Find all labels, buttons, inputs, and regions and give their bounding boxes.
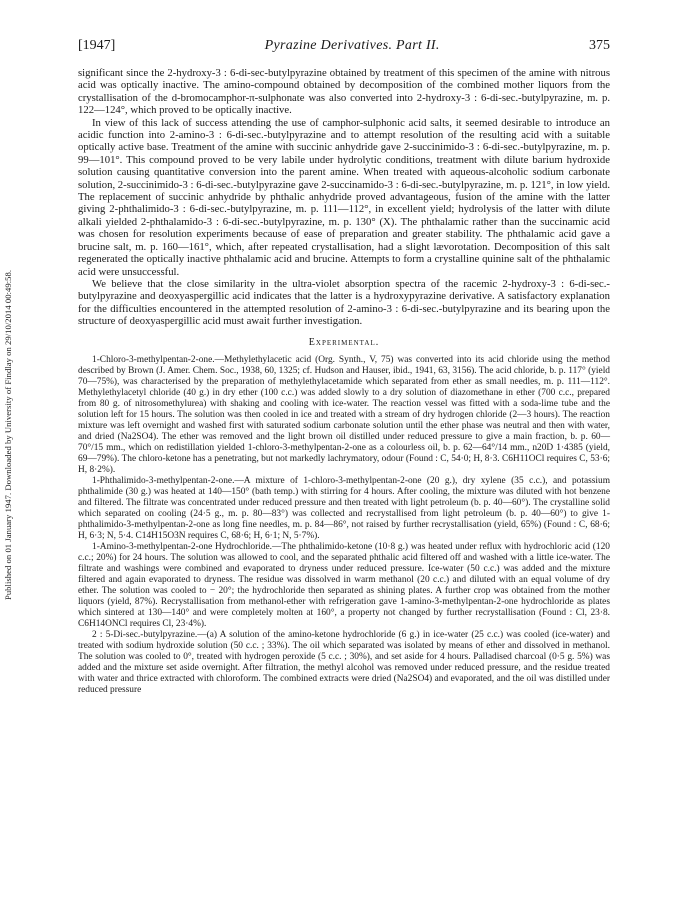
download-watermark-text: Published on 01 January 1947. Downloaded by University of Findlay on 29/10/2014 00:49:58. [3,269,13,600]
experimental-paragraph-dibutylpyrazine: 2 : 5-Di-sec.-butylpyrazine.—(a) A solution of the amino-ketone hydrochloride (6 g.) in ice-water (25 c.c.) was cooled (ice-water) and treated with sodium hydroxide solution (50 c.c. ; 33%). The oil which separated was isolated by means of ether and dissolved in methanol. The solution was cooled to 0°, treated with hydrogen peroxide (5 c.c. ; 30%), and set aside for 4 hours. Palladised charcoal (0·5 g. 5%) was added and the mixture set aside overnight. After filtration, the methyl alcohol was removed under reduced pressure, and the residue treated with water and thrice extracted with chloroform. The combined extracts were dried (Na2SO4) and evaporated, and the oil was distilled under reduced pressure [78,629,610,695]
experimental-paragraph-phthalimido: 1-Phthalimido-3-methylpentan-2-one.—A mixture of 1-chloro-3-methylpentan-2-one (20 g.), dry xylene (35 c.c.), and potassium phthalimide (30 g.) was heated at 140—150° (bath temp.) with stirring for 4 hours. After cooling, the mixture was diluted with hot benzene and filtered. The filtrate was concentrated under reduced pressure and then treated with light petroleum (b. p. 40—60°). The crystalline solid which separated on cooling (24·5 g., m. p. 80—83°) was collected and recrystallised from light petroleum (b. p. 40—60°) to give 1-phthalimido-3-methylpentan-2-one as long fine needles, m. p. 84—86°, not raised by further recrystallisation (yield, 65%) (Found : C, 68·6; H, 6·3; N, 5·4. C14H15O3N requires C, 68·6; H, 6·1; N, 5·7%). [78,475,610,541]
article-body [78,67,610,696]
paragraph-1: significant since the 2-hydroxy-3 : 6-di-sec-butylpyrazine obtained by treatment of this specimen of the amine with nitrous acid was optically inactive. The amino-compound obtained by decomposition of the combined mother liquors from the crystallisation of the d-bromocamphor-π-sulphonate was also converted into 2-hydroxy-3 : 6-di-sec.-butylpyrazine, m. p. 122—124°, which proved to be optically inactive. [78,67,610,117]
experimental-paragraph-chloro-ketone: 1-Chloro-3-methylpentan-2-one.—Methylethylacetic acid (Org. Synth., V, 75) was converted into its acid chloride using the method described by Brown (J. Amer. Chem. Soc., 1938, 60, 1325; cf. Hudson and Hauser, ibid., 1941, 63, 3156). The acid chloride, b. p. 117° (yield 70—75%), was characterised by the preparation of methylethylacetamide which separated from ether as small needles, m. p. 111—112°. Methylethylacetyl chloride (40 g.) in dry ether (100 c.c.) was added slowly to a dry solution of diazomethane in ether (700 c.c., prepared from 80 g. of nitrosomethylurea) with shaking and cooling with ice-water. The reaction vessel was fitted with a soda-lime tube and the solution left for 15 hours. The solution was then cooled in ice and treated with a stream of dry hydrogen chloride (2—3 hours). The reaction mixture was left overnight and washed first with saturated sodium carbonate solution until the ether phase was neutral and then with water, and dried (Na2SO4). The ether was removed and the light brown oil distilled under reduced pressure to give a main fraction, b. p. 60—70°/15 mm., which on redistillation yielded 1-chloro-3-methylpentan-2-one as a colourless oil, b. p. 62—64°/14 mm., n20D 1·4385 (yield, 69—79%). The chloro-ketone has a penetrating, but not markedly lachrymatory, odour (Found : C, 54·0; H, 8·3. C6H11OCl requires C, 53·6; H, 8·2%). [78,354,610,475]
section-heading-experimental: Experimental. [308,336,380,348]
paragraph-3: We believe that the close similarity in the ultra-violet absorption spectra of the racemic 2-hydroxy-3 : 6-di-sec.-butylpyrazine and deoxyaspergillic acid indicates that the latter is a hydroxypyrazine derivative. A satisfactory explanation for the difficulties encountered in the attempted resolution of 2-amino-3 : 6-di-sec.-butylpyrazine and its bearing upon the structure of deoxyaspergillic acid must await further investigation. [78,277,610,328]
header-year: [1947] [78,38,116,53]
experimental-paragraph-amino-hydrochloride: 1-Amino-3-methylpentan-2-one Hydrochloride.—The phthalimido-ketone (10·8 g.) was heated under reflux with hydrochloric acid (120 c.c.; 20%) for 24 hours. The solution was allowed to cool, and the separated phthalic acid filtered off and washed with a little ice-water. The filtrate and washings were combined and evaporated to dryness under reduced pressure. Ice-water (50 c.c.) was added and the mixture filtered and again evaporated to dryness. The residue was dissolved in warm methanol (20 c.c.) and diluted with an equal volume of dry ether. The solution was cooled to − 20°; the hydrochloride then separated as shining plates. A further crop was obtained from the mother liquors (yield, 87%). Recrystallisation from methanol-ether with refrigeration gave 1-amino-3-methylpentan-2-one hydrochloride as plates which sintered at 130—140° and were completely molten at 160°, a property not changed by further recrystallisation (Found : Cl, 23·8. C6H14ONCl requires Cl, 23·4%). [78,541,610,629]
running-header [78,38,610,56]
header-title: Pyrazine Derivatives. Part II. [264,38,440,53]
download-watermark [3,150,13,600]
experimental-section [78,355,610,696]
paragraph-2: In view of this lack of success attending the use of camphor-sulphonic acid salts, it seemed desirable to introduce an acidic function into 2-amino-3 : 6-di-sec.-butylpyrazine and to attempt resolution of the resulting acid with a suitable optically active base. Treatment of the amine with succinic anhydride gave 2-succinimido-3 : 6-di-sec.-butylpyrazine, m. p. 99—101°. This compound proved to be very labile under hydrolytic conditions, treatment with dilute barium hydroxide solution causing quantitative conversion into the parent amine. When treated with aqueous-alcoholic sodium carbonate solution, 2-succinimido-3 : 6-di-sec.-butylpyrazine gave 2-succinamido-3 : 6-di-sec.-butylpyrazine, m. p. 121°, in low yield. The replacement of succinic anhydride by phthalic anhydride proved advantageous, fusion of the amine with the latter giving 2-phthalimido-3 : 6-di-sec.-butylpyrazine, m. p. 111—112°, in excellent yield; hydrolysis of the latter with dilute alkali yielded 2-phthalamido-3 : 6-di-sec.-butylpyrazine, m. p. 130° (X). The phthalamic rather than the succinamic acid was chosen for resolution experiments because of ease of preparation and greater stability. The phthalamic acid gave a brucine salt, m. p. 160—161°, which, after repeated crystallisation, had a slight lævorotation. Decomposition of this salt regenerated the optically inactive phthalamic acid and brucine. Attempts to form a crystalline quinine salt of the phthalamic acid were unsuccessful. [78,116,610,278]
page-number: 375 [589,38,610,53]
